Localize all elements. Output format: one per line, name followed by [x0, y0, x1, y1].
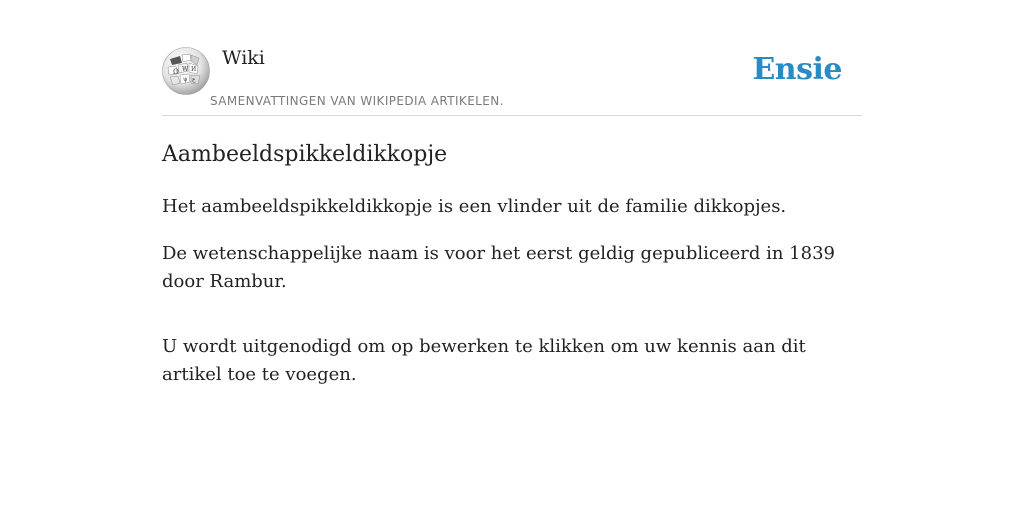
svg-text:W: W — [182, 66, 189, 73]
article-content — [162, 193, 862, 408]
svg-text:Ω: Ω — [173, 68, 179, 76]
article-paragraph: Het aambeeldspikkeldikkopje is een vlinder uit de familie dikkopjes. — [162, 196, 787, 217]
main-container — [162, 0, 862, 385]
svg-text:ψ: ψ — [183, 76, 188, 83]
svg-text:И: И — [191, 66, 197, 73]
brand-logo-link[interactable]: Ensie — [752, 52, 842, 87]
article-paragraph: De wetenschappelijke naam is voor het eerst geldig gepubliceerd in 1839 door Rambur. — [162, 243, 835, 292]
edit-invitation: U wordt uitgenodigd om op bewerken te klikken om uw kennis aan dit artikel toe te voegen. — [162, 336, 806, 385]
article-title: Aambeeldspikkeldikkopje — [162, 142, 448, 167]
wikipedia-globe-icon[interactable] — [162, 47, 210, 95]
site-header — [162, 0, 862, 116]
site-tagline: SAMENVATTINGEN VAN WIKIPEDIA ARTIKELEN. — [210, 94, 504, 108]
svg-text:ع: ع — [192, 76, 196, 83]
site-name[interactable]: Wiki — [222, 47, 265, 69]
